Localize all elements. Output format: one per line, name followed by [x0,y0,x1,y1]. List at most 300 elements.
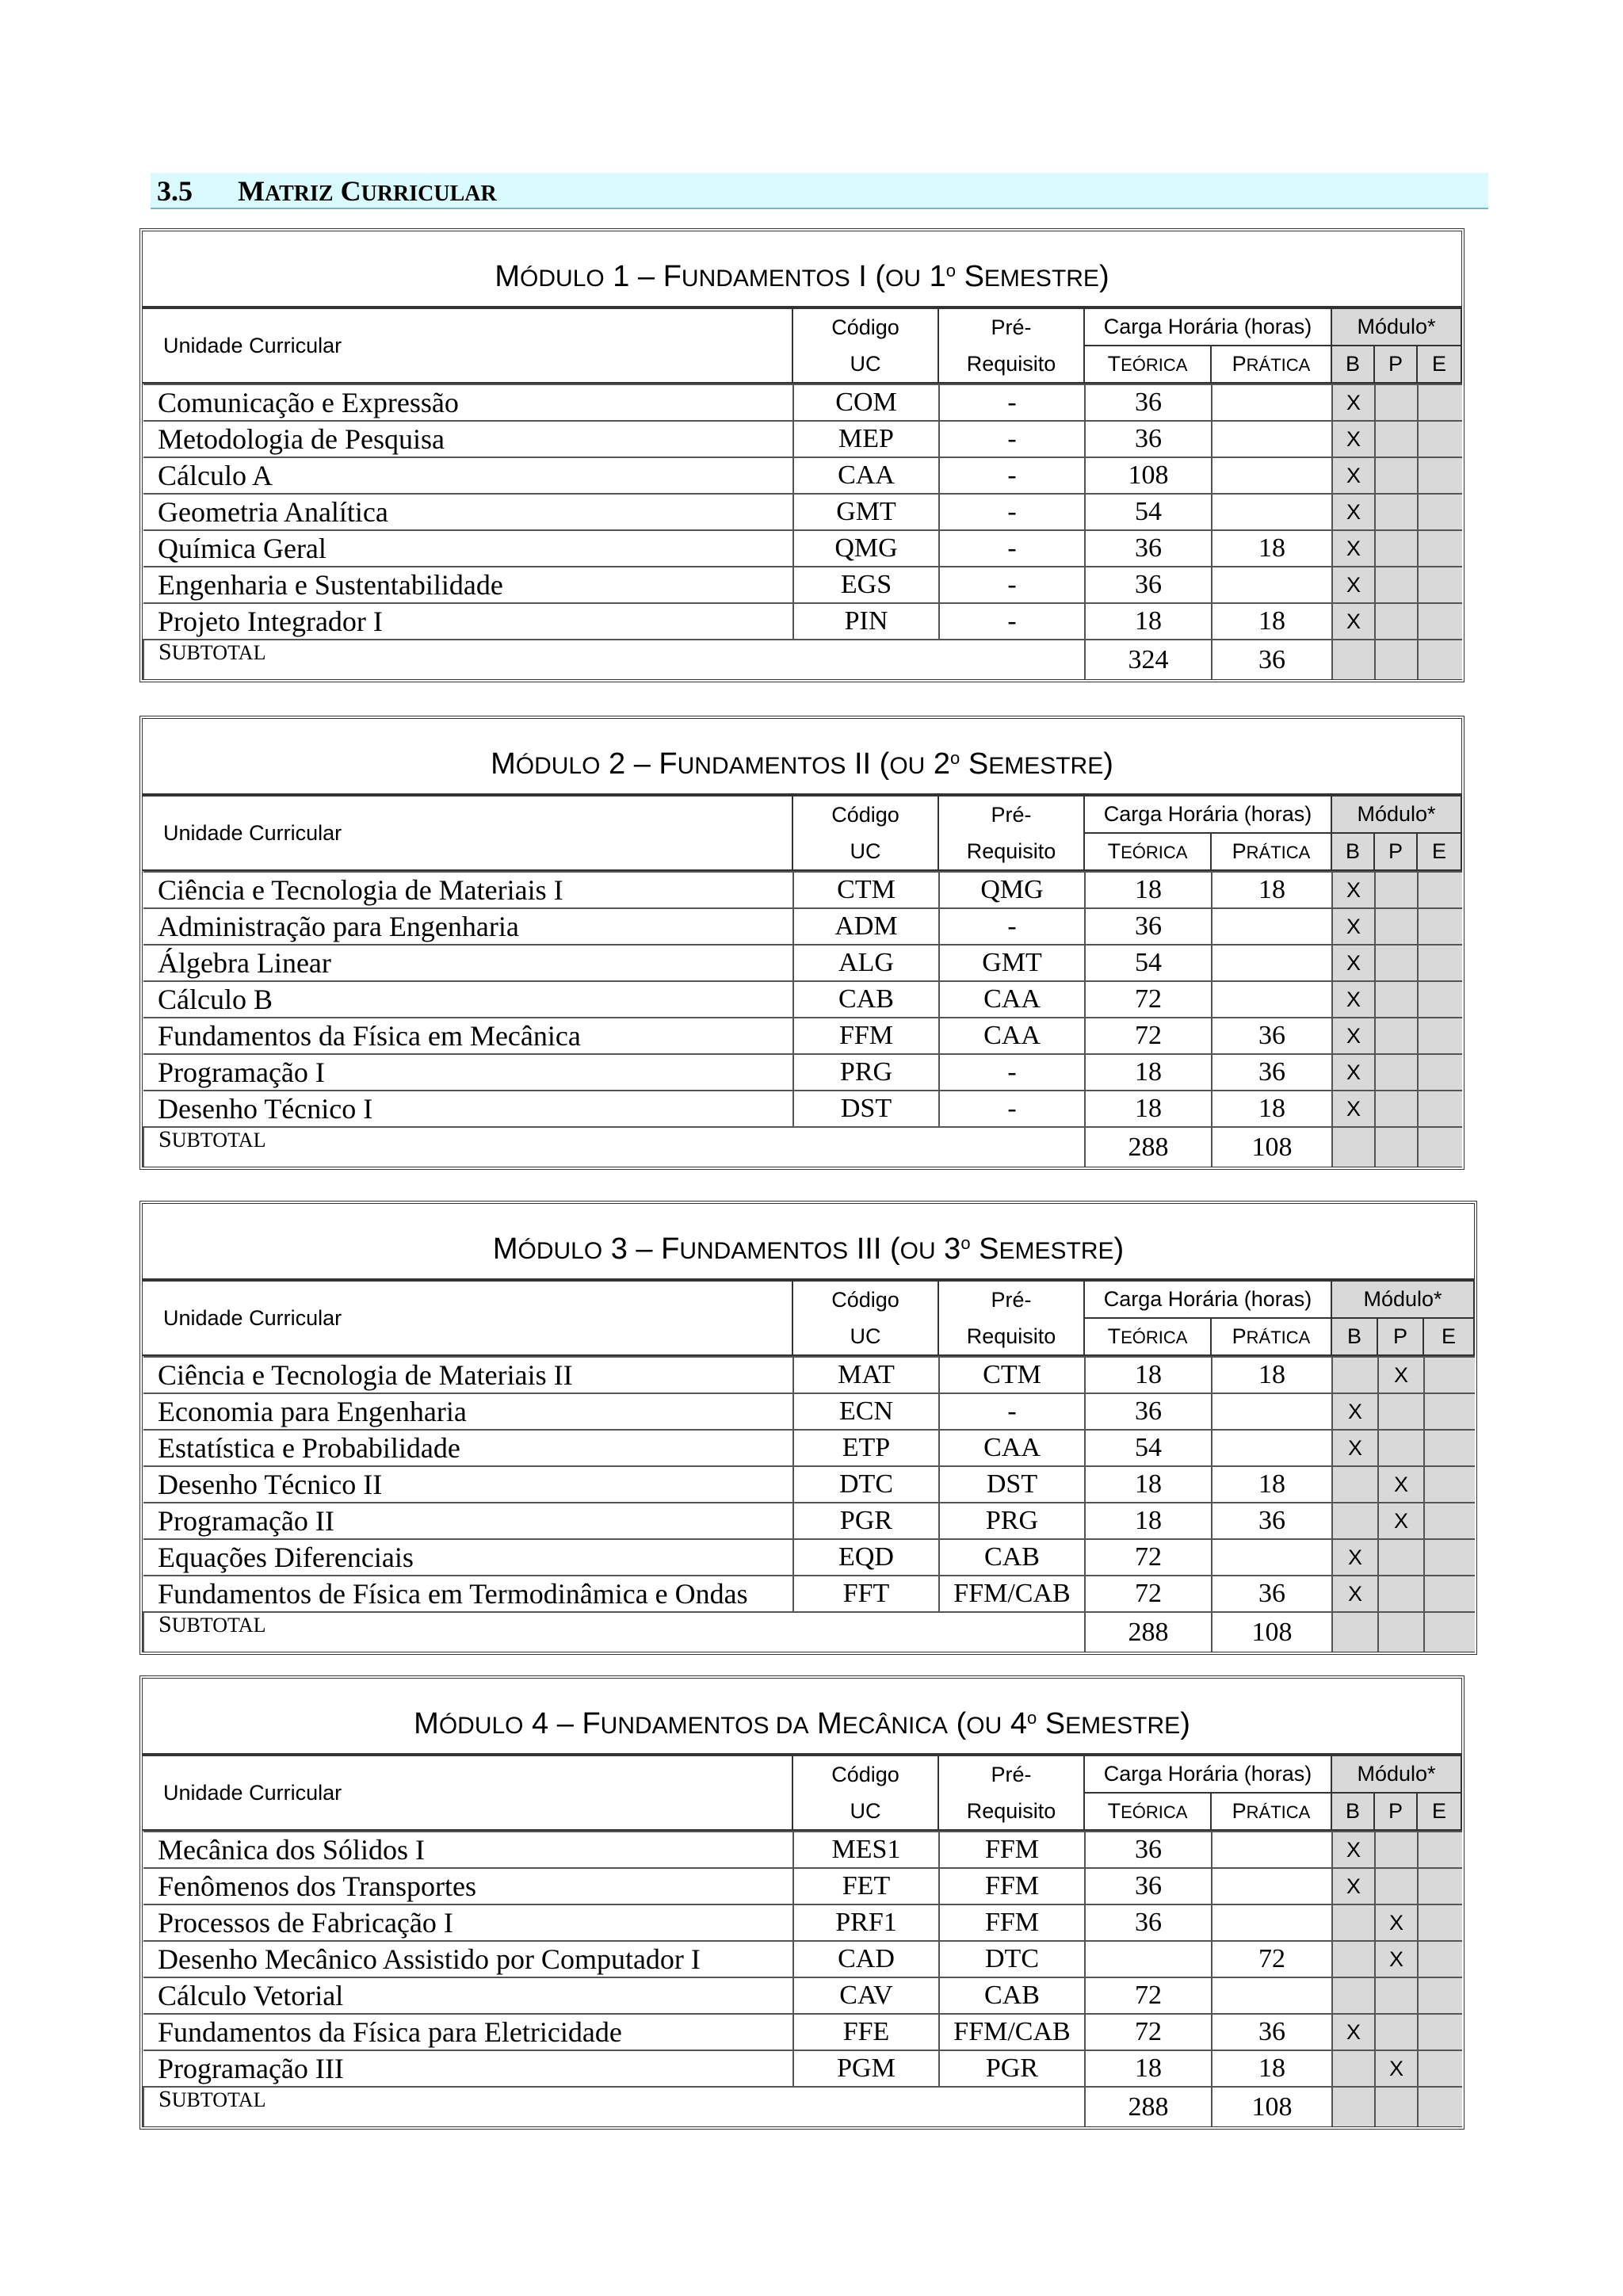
course-list [143,871,1462,1167]
module-b-mark: X [1332,457,1375,494]
subtotal-e [1418,640,1462,679]
course-practice-hours [1212,1832,1332,1868]
course-code: CAD [793,1941,939,1977]
title-part: OU [889,753,926,779]
subtotal-b [1332,2087,1375,2126]
table-row [143,1576,1475,1612]
table-row [143,1018,1462,1054]
course-code: CTM [793,872,939,908]
subtotal-e [1418,2087,1462,2126]
course-name: Ciência e Tecnologia de Materiais II [143,1357,793,1393]
course-code: FFE [793,2014,939,2050]
header-pratica-rest: RÁTICA [1246,1328,1311,1347]
table-row [143,908,1462,945]
module-b-mark: X [1332,1430,1378,1466]
module-p-mark [1375,981,1418,1018]
subtotal-row [143,1127,1462,1167]
subtotal-practice: 108 [1212,2087,1332,2126]
course-theory-hours: 36 [1085,567,1212,603]
subtotal-practice: 36 [1212,640,1332,679]
module-b-mark: X [1332,1091,1375,1127]
course-practice-hours [1212,1430,1332,1466]
module-e-mark [1424,1466,1475,1503]
title-part: ECÂNICA [842,1713,949,1739]
title-part: OU [899,1238,936,1264]
title-part [808,1707,817,1740]
subtotal-p [1378,1612,1424,1652]
table-row [143,1868,1462,1904]
course-theory-hours: 108 [1085,457,1212,494]
module-b-mark: X [1332,2014,1375,2050]
course-practice-hours [1212,1868,1332,1904]
module-b-mark: X [1332,1393,1378,1430]
section-number: 3.5 [157,175,193,207]
course-practice-hours [1212,1904,1332,1941]
table-row [143,945,1462,981]
module-e-mark [1418,494,1462,530]
module-b-mark [1332,1466,1378,1503]
subtotal-p [1375,2087,1418,2126]
module-e-mark [1418,457,1462,494]
module-p-mark [1375,567,1418,603]
module-p-mark [1375,494,1418,530]
title-part: 1 [921,260,946,293]
title-part [1037,1707,1045,1740]
title-part: UNDAMENTOS [677,753,846,779]
header-uc: UC [792,346,938,383]
course-code: EQD [793,1539,939,1576]
module-p-mark [1375,1868,1418,1904]
title-part [971,1232,980,1266]
course-theory-hours: 36 [1085,908,1212,945]
course-prerequisite: - [939,384,1085,421]
header-teorica [1084,1793,1211,1830]
header-e: E [1417,1793,1461,1830]
course-code: COM [793,384,939,421]
course-practice-hours [1212,494,1332,530]
course-list [143,384,1462,679]
module-p-mark [1375,1832,1418,1868]
course-prerequisite: FFM [939,1868,1085,1904]
title-part [960,747,968,781]
course-name: Economia para Engenharia [143,1393,793,1430]
table-row [143,1904,1462,1941]
header-requisito: Requisito [938,1318,1084,1355]
course-theory-hours: 36 [1085,1904,1212,1941]
table-row [143,1977,1462,2014]
module-p-mark [1375,603,1418,640]
header-pre: Pré- [938,1755,1084,1793]
course-code: PGR [793,1503,939,1539]
course-name: Projeto Integrador I [143,603,793,640]
course-practice-hours [1212,1539,1332,1576]
subtotal-cap: S [158,1126,172,1152]
module-e-mark [1424,1503,1475,1539]
subtotal-label [143,1612,1085,1652]
course-theory-hours: 18 [1085,1503,1212,1539]
course-name: Mecânica dos Sólidos I [143,1832,793,1868]
course-code: CAB [793,981,939,1018]
header-teorica-cap: T [1107,352,1121,376]
module-e-mark [1418,2050,1462,2087]
subtotal-e [1424,1612,1475,1652]
course-practice-hours: 72 [1212,1941,1332,1977]
table-row [143,603,1462,640]
subtotal-row [143,2087,1462,2126]
module-e-mark [1424,1430,1475,1466]
module-p-mark [1375,530,1418,567]
course-name: Administração para Engenharia [143,908,793,945]
header-teorica-rest: EÓRICA [1121,1328,1188,1347]
title-part: ) [1180,1707,1190,1740]
subtotal-b [1332,1612,1378,1652]
module-p-mark [1375,945,1418,981]
course-code: MAT [793,1357,939,1393]
column-header [143,1755,1462,1831]
course-practice-hours: 36 [1212,2014,1332,2050]
module-b-mark: X [1332,981,1375,1018]
subtotal-e [1418,1127,1462,1167]
header-unidade: Unidade Curricular [143,796,792,870]
course-practice-hours: 18 [1212,872,1332,908]
course-theory-hours: 36 [1085,1868,1212,1904]
title-part: UNDAMENTOS [681,266,850,292]
title-part: I ( [850,260,886,293]
module-b-mark [1332,1941,1375,1977]
course-name: Ciência e Tecnologia de Materiais I [143,872,793,908]
course-theory-hours: 54 [1085,494,1212,530]
course-prerequisite: CTM [939,1357,1085,1393]
course-code: FET [793,1868,939,1904]
course-name: Cálculo Vetorial [143,1977,793,2014]
subtotal-row [143,640,1462,679]
module-b-mark [1332,1503,1378,1539]
title-part: OU [885,266,922,292]
title-part: M [492,1232,518,1266]
title-part: S [979,1232,999,1266]
course-practice-hours [1212,421,1332,457]
header-p: P [1377,1318,1423,1355]
header-teorica-rest: EÓRICA [1121,1802,1188,1822]
title-ordinal: o [1026,1708,1037,1728]
module-b-mark: X [1332,567,1375,603]
course-prerequisite: CAA [939,1018,1085,1054]
module-e-mark [1418,1977,1462,2014]
subtotal-cap: S [158,639,172,665]
module-p-mark [1375,384,1418,421]
column-header [143,795,1462,871]
course-code: CAA [793,457,939,494]
course-prerequisite: - [939,1091,1085,1127]
section-title-rest1: ATRIZ [264,181,334,206]
course-name: Estatística e Probabilidade [143,1430,793,1466]
title-part: UNDAMENTOS DA [600,1713,809,1739]
course-theory-hours [1085,1941,1212,1977]
section-title-cap2: C [340,175,361,207]
course-prerequisite: FFM [939,1832,1085,1868]
table-row [143,1832,1462,1868]
title-part: 1 – [604,260,663,293]
course-code: CAV [793,1977,939,2014]
header-carga: Carga Horária (horas) [1084,1755,1331,1793]
subtotal-b [1332,640,1375,679]
course-theory-hours: 18 [1085,1054,1212,1091]
module-e-mark [1418,530,1462,567]
header-pratica-cap: P [1232,352,1247,376]
section-heading [151,173,1488,209]
header-unidade: Unidade Curricular [143,308,792,383]
header-pre: Pré- [938,796,1084,833]
header-unidade: Unidade Curricular [143,1755,792,1830]
header-pratica-cap: P [1232,1799,1247,1823]
subtotal-cap: S [158,1611,172,1637]
module-p-mark: X [1375,1941,1418,1977]
header-pre: Pré- [938,308,1084,346]
title-part: ÓDULO [438,1713,524,1739]
module-p-mark: X [1375,2050,1418,2087]
title-part: 4 – [523,1707,582,1740]
header-pratica-cap: P [1232,839,1247,863]
title-part: F [659,747,678,781]
course-prerequisite: - [939,908,1085,945]
course-code: ECN [793,1393,939,1430]
header-pratica [1211,1793,1331,1830]
module-b-mark: X [1332,603,1375,640]
course-code: DTC [793,1466,939,1503]
module-b-mark [1332,1977,1375,2014]
header-uc: UC [792,833,938,870]
course-theory-hours: 54 [1085,945,1212,981]
course-code: GMT [793,494,939,530]
course-prerequisite: DST [939,1466,1085,1503]
course-code: ALG [793,945,939,981]
title-part: ) [1113,1232,1125,1266]
title-part: EMESTRE [1065,1713,1181,1739]
course-name: Fundamentos de Física em Termodinâmica e Ondas [143,1576,793,1612]
table-row [143,384,1462,421]
header-pratica-cap: P [1232,1324,1247,1348]
title-part: ÓDULO [517,1238,603,1264]
subtotal-practice: 108 [1212,1127,1332,1167]
title-part: III ( [848,1232,900,1266]
course-code: PRG [793,1054,939,1091]
header-pratica [1211,1318,1331,1355]
table-row [143,1503,1475,1539]
header-b: B [1331,833,1374,870]
course-practice-hours [1212,908,1332,945]
header-p: P [1374,346,1417,383]
title-part: F [661,1232,680,1266]
course-theory-hours: 36 [1085,530,1212,567]
header-e: E [1423,1318,1474,1355]
table-row [143,1393,1475,1430]
header-carga: Carga Horária (horas) [1084,796,1331,833]
course-theory-hours: 36 [1085,1832,1212,1868]
header-carga: Carga Horária (horas) [1084,1281,1331,1318]
table-row [143,457,1462,494]
table-row [143,2050,1462,2087]
header-carga: Carga Horária (horas) [1084,308,1331,346]
course-theory-hours: 72 [1085,2014,1212,2050]
course-prerequisite: - [939,530,1085,567]
header-teorica-cap: T [1107,1799,1121,1823]
subtotal-p [1375,640,1418,679]
course-name: Programação II [143,1503,793,1539]
table-row [143,2014,1462,2050]
table-row [143,1054,1462,1091]
course-theory-hours: 72 [1085,981,1212,1018]
module-b-mark: X [1332,1868,1375,1904]
title-part: M [491,747,516,781]
module-b-mark: X [1332,945,1375,981]
title-part: 4 [1002,1707,1027,1740]
course-name: Fenômenos dos Transportes [143,1868,793,1904]
subtotal-rest: UBTOTAL [171,1129,266,1152]
module-e-mark [1418,603,1462,640]
header-e: E [1417,833,1461,870]
course-prerequisite: DTC [939,1941,1085,1977]
module-2-table [139,716,1465,1170]
module-e-mark [1418,421,1462,457]
module-p-mark [1375,908,1418,945]
header-teorica-rest: EÓRICA [1121,355,1188,375]
subtotal-p [1375,1127,1418,1167]
course-practice-hours: 18 [1212,530,1332,567]
course-code: FFT [793,1576,939,1612]
module-b-mark [1332,1904,1375,1941]
module-b-mark [1332,1357,1378,1393]
subtotal-rest: UBTOTAL [171,2088,266,2111]
module-b-mark: X [1332,494,1375,530]
title-part: M [817,1707,842,1740]
header-requisito: Requisito [938,833,1084,870]
course-name: Cálculo A [143,457,793,494]
course-name: Comunicação e Expressão [143,384,793,421]
header-codigo: Código [792,308,938,346]
module-b-mark: X [1332,1832,1375,1868]
module-e-mark [1418,1018,1462,1054]
course-name: Programação III [143,2050,793,2087]
course-name: Metodologia de Pesquisa [143,421,793,457]
header-e: E [1417,346,1461,383]
module-e-mark [1418,1904,1462,1941]
table-row [143,1430,1475,1466]
table-row [143,494,1462,530]
module-e-mark [1418,384,1462,421]
module-b-mark: X [1332,908,1375,945]
table-row [143,1539,1475,1576]
table-row [143,1466,1475,1503]
course-name: Engenharia e Sustentabilidade [143,567,793,603]
module-e-mark [1424,1357,1475,1393]
module-e-mark [1418,1868,1462,1904]
module-b-mark: X [1332,384,1375,421]
course-code: ADM [793,908,939,945]
table-row [143,872,1462,908]
course-name: Equações Diferenciais [143,1539,793,1576]
title-part: UNDAMENTOS [679,1238,849,1264]
title-part: F [582,1707,601,1740]
section-title-rest2: URRICULAR [361,181,497,206]
header-uc: UC [792,1318,938,1355]
course-practice-hours [1212,1393,1332,1430]
header-b: B [1331,1318,1377,1355]
header-teorica-rest: EÓRICA [1121,842,1188,862]
subtotal-theory: 288 [1085,1127,1212,1167]
subtotal-theory: 324 [1085,640,1212,679]
module-b-mark [1332,2050,1375,2087]
title-part: S [964,260,984,293]
title-part: ) [1098,260,1109,293]
course-practice-hours [1212,945,1332,981]
module-3-table [139,1201,1477,1655]
course-name: Geometria Analítica [143,494,793,530]
course-prerequisite: CAA [939,981,1085,1018]
header-teorica [1084,346,1211,383]
course-theory-hours: 72 [1085,1576,1212,1612]
course-practice-hours: 18 [1212,1466,1332,1503]
module-e-mark [1418,872,1462,908]
subtotal-rest: UBTOTAL [171,641,266,664]
module-b-mark: X [1332,1539,1378,1576]
course-prerequisite: - [939,567,1085,603]
header-teorica-cap: T [1107,1324,1121,1348]
header-uc: UC [792,1793,938,1830]
course-practice-hours: 18 [1212,2050,1332,2087]
course-theory-hours: 36 [1085,384,1212,421]
module-e-mark [1418,981,1462,1018]
title-ordinal: o [945,261,956,281]
module-e-mark [1424,1539,1475,1576]
module-b-mark: X [1332,530,1375,567]
subtotal-cap: S [158,2086,172,2112]
course-prerequisite: QMG [939,872,1085,908]
module-p-mark [1378,1393,1424,1430]
course-practice-hours: 36 [1212,1503,1332,1539]
course-prerequisite: - [939,494,1085,530]
table-row [143,530,1462,567]
course-practice-hours: 18 [1212,1357,1332,1393]
course-practice-hours [1212,981,1332,1018]
course-theory-hours: 18 [1085,1091,1212,1127]
title-part: M [414,1707,439,1740]
module-title [143,1204,1474,1280]
title-part: 3 [935,1232,961,1266]
module-b-mark: X [1332,1018,1375,1054]
table-row [143,1091,1462,1127]
header-pre: Pré- [938,1281,1084,1318]
module-e-mark [1424,1393,1475,1430]
module-p-mark: X [1375,1904,1418,1941]
subtotal-theory: 288 [1085,1612,1212,1652]
course-code: QMG [793,530,939,567]
course-practice-hours [1212,457,1332,494]
module-p-mark [1378,1539,1424,1576]
course-theory-hours: 72 [1085,1977,1212,2014]
course-theory-hours: 54 [1085,1430,1212,1466]
title-part: EMESTRE [988,753,1104,779]
header-unidade: Unidade Curricular [143,1281,792,1355]
header-pratica-rest: RÁTICA [1246,842,1311,862]
header-teorica-cap: T [1107,839,1121,863]
subtotal-practice: 108 [1212,1612,1332,1652]
course-practice-hours: 36 [1212,1054,1332,1091]
module-p-mark [1375,1054,1418,1091]
header-pratica [1211,346,1331,383]
module-e-mark [1418,2014,1462,2050]
course-theory-hours: 18 [1085,872,1212,908]
header-modulo: Módulo* [1331,1755,1461,1793]
